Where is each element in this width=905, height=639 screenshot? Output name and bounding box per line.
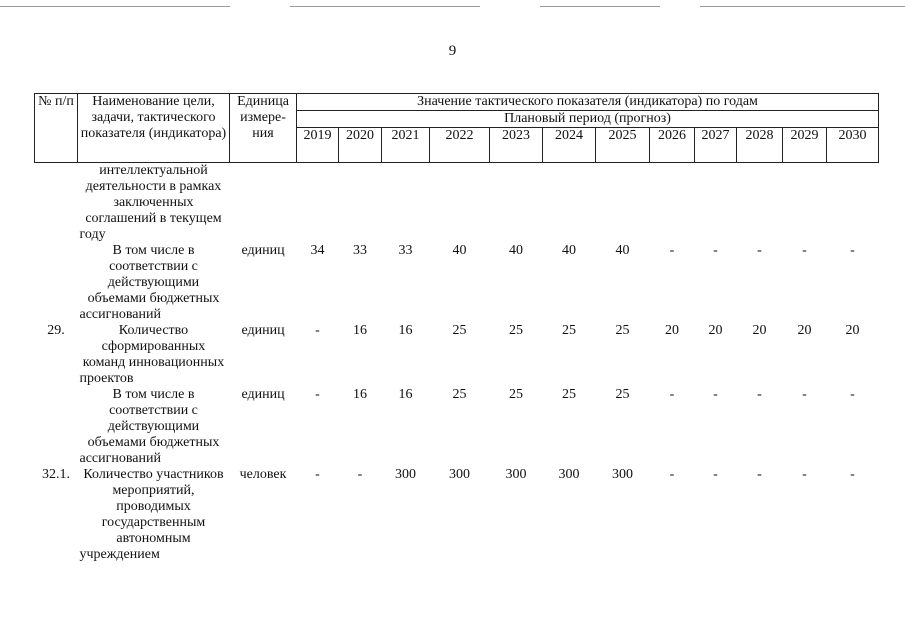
indicator-unit: человек	[239, 467, 287, 482]
header-year: 2027	[695, 128, 737, 163]
indicator-value	[297, 163, 339, 244]
indicator-value: 40	[562, 243, 576, 258]
indicator-value: -	[802, 243, 807, 258]
indicator-value: -	[315, 467, 320, 482]
indicator-name: В том числе в соответствии с действующими объемами бюджетных ассигнований	[79, 387, 220, 466]
header-unit: Единица измере-ния	[230, 94, 297, 163]
indicator-value: 16	[353, 387, 367, 402]
indicator-value: 25	[562, 387, 576, 402]
indicator-value: -	[850, 387, 855, 402]
indicator-value: 25	[509, 323, 523, 338]
scan-edge-line	[700, 6, 905, 7]
header-year: 2026	[650, 128, 695, 163]
indicator-value	[650, 163, 695, 244]
header-year: 2025	[596, 128, 650, 163]
row-number: 32.1.	[42, 467, 70, 482]
indicator-value: -	[315, 323, 320, 338]
indicator-value: 40	[615, 243, 630, 258]
indicator-value: -	[850, 243, 855, 258]
indicator-value: -	[850, 467, 855, 482]
header-values-title: Значение тактического показателя (индикатора) по годам	[297, 94, 879, 111]
header-year: 2030	[827, 128, 879, 163]
row-number	[35, 163, 78, 244]
indicator-value	[827, 163, 879, 244]
indicator-value	[430, 163, 490, 244]
indicator-value	[339, 163, 382, 244]
scan-edge-line	[0, 6, 230, 7]
indicator-value	[737, 163, 783, 244]
indicator-value: 300	[395, 467, 416, 482]
indicator-value: 25	[615, 387, 630, 402]
scan-edge-line	[540, 6, 660, 7]
indicator-unit: единиц	[241, 387, 285, 402]
indicator-value: -	[669, 387, 675, 402]
indicator-value: 20	[797, 323, 812, 338]
indicator-value: 34	[310, 243, 325, 258]
indicator-value	[596, 163, 650, 244]
indicator-value: 16	[353, 323, 367, 338]
indicator-unit: единиц	[241, 243, 285, 258]
indicator-name: Количество участников мероприятий, проводимых государственным автономным учреждением	[79, 467, 224, 562]
indicator-value: 16	[398, 323, 413, 338]
indicator-value: 16	[398, 387, 413, 402]
header-year: 2021	[382, 128, 430, 163]
table-row	[35, 467, 879, 563]
header-year: 2019	[297, 128, 339, 163]
header-num: № п/п	[35, 94, 78, 163]
indicator-value	[695, 163, 737, 244]
indicator-value: -	[802, 387, 807, 402]
indicator-value	[543, 163, 596, 244]
header-year: 2023	[490, 128, 543, 163]
indicator-value: 300	[558, 467, 580, 482]
indicator-value: 33	[353, 243, 367, 258]
indicator-value: 20	[845, 323, 860, 338]
indicator-name: В том числе в соответствии с действующими объемами бюджетных ассигнований	[79, 243, 220, 322]
indicator-value: 20	[708, 323, 723, 338]
indicator-value	[382, 163, 430, 244]
indicator-value: -	[802, 467, 807, 482]
row-number	[35, 243, 78, 323]
indicator-value: -	[757, 387, 762, 402]
table-row	[35, 323, 879, 387]
indicator-unit	[230, 163, 297, 244]
header-year: 2029	[783, 128, 827, 163]
indicator-value: 40	[452, 243, 467, 258]
indicator-value: -	[669, 467, 675, 482]
header-period-title: Плановый период (прогноз)	[297, 111, 879, 128]
indicator-value: -	[357, 467, 363, 482]
indicator-value: -	[757, 243, 762, 258]
indicator-unit: единиц	[241, 323, 285, 338]
header-year: 2020	[339, 128, 382, 163]
indicator-value: 20	[752, 323, 767, 338]
scan-edge-line	[290, 6, 480, 7]
indicator-value: 20	[665, 323, 679, 338]
row-number	[35, 387, 78, 467]
indicator-value: 300	[449, 467, 470, 482]
header-year: 2022	[430, 128, 490, 163]
indicator-value	[783, 163, 827, 244]
indicator-value: 25	[615, 323, 630, 338]
table-row	[35, 243, 879, 323]
table-row	[35, 387, 879, 467]
header-name: Наименование цели, задачи, тактического показателя (индикатора)	[78, 94, 230, 163]
indicator-value: 40	[509, 243, 523, 258]
indicator-value: 25	[562, 323, 576, 338]
indicator-value: 25	[452, 387, 467, 402]
indicator-value: 300	[612, 467, 633, 482]
indicator-value: -	[713, 387, 718, 402]
header-year: 2028	[737, 128, 783, 163]
indicator-value: -	[669, 243, 675, 258]
indicator-value: -	[757, 467, 762, 482]
indicator-value: -	[713, 467, 718, 482]
table-row	[35, 163, 879, 244]
indicator-value	[490, 163, 543, 244]
indicator-value: 25	[509, 387, 523, 402]
indicators-table	[34, 93, 879, 563]
indicator-name: Количество сформированных команд инновационных проектов	[79, 323, 225, 386]
indicator-name: интеллектуальной деятельности в рамках заключенных соглашений в текущем году	[79, 163, 222, 242]
indicator-value: 33	[398, 243, 413, 258]
indicator-value: 25	[452, 323, 467, 338]
page-number: 9	[448, 43, 457, 59]
row-number: 29.	[47, 323, 65, 338]
indicator-value: -	[315, 387, 320, 402]
indicator-value: 300	[505, 467, 527, 482]
header-year: 2024	[543, 128, 596, 163]
indicator-value: -	[713, 243, 718, 258]
